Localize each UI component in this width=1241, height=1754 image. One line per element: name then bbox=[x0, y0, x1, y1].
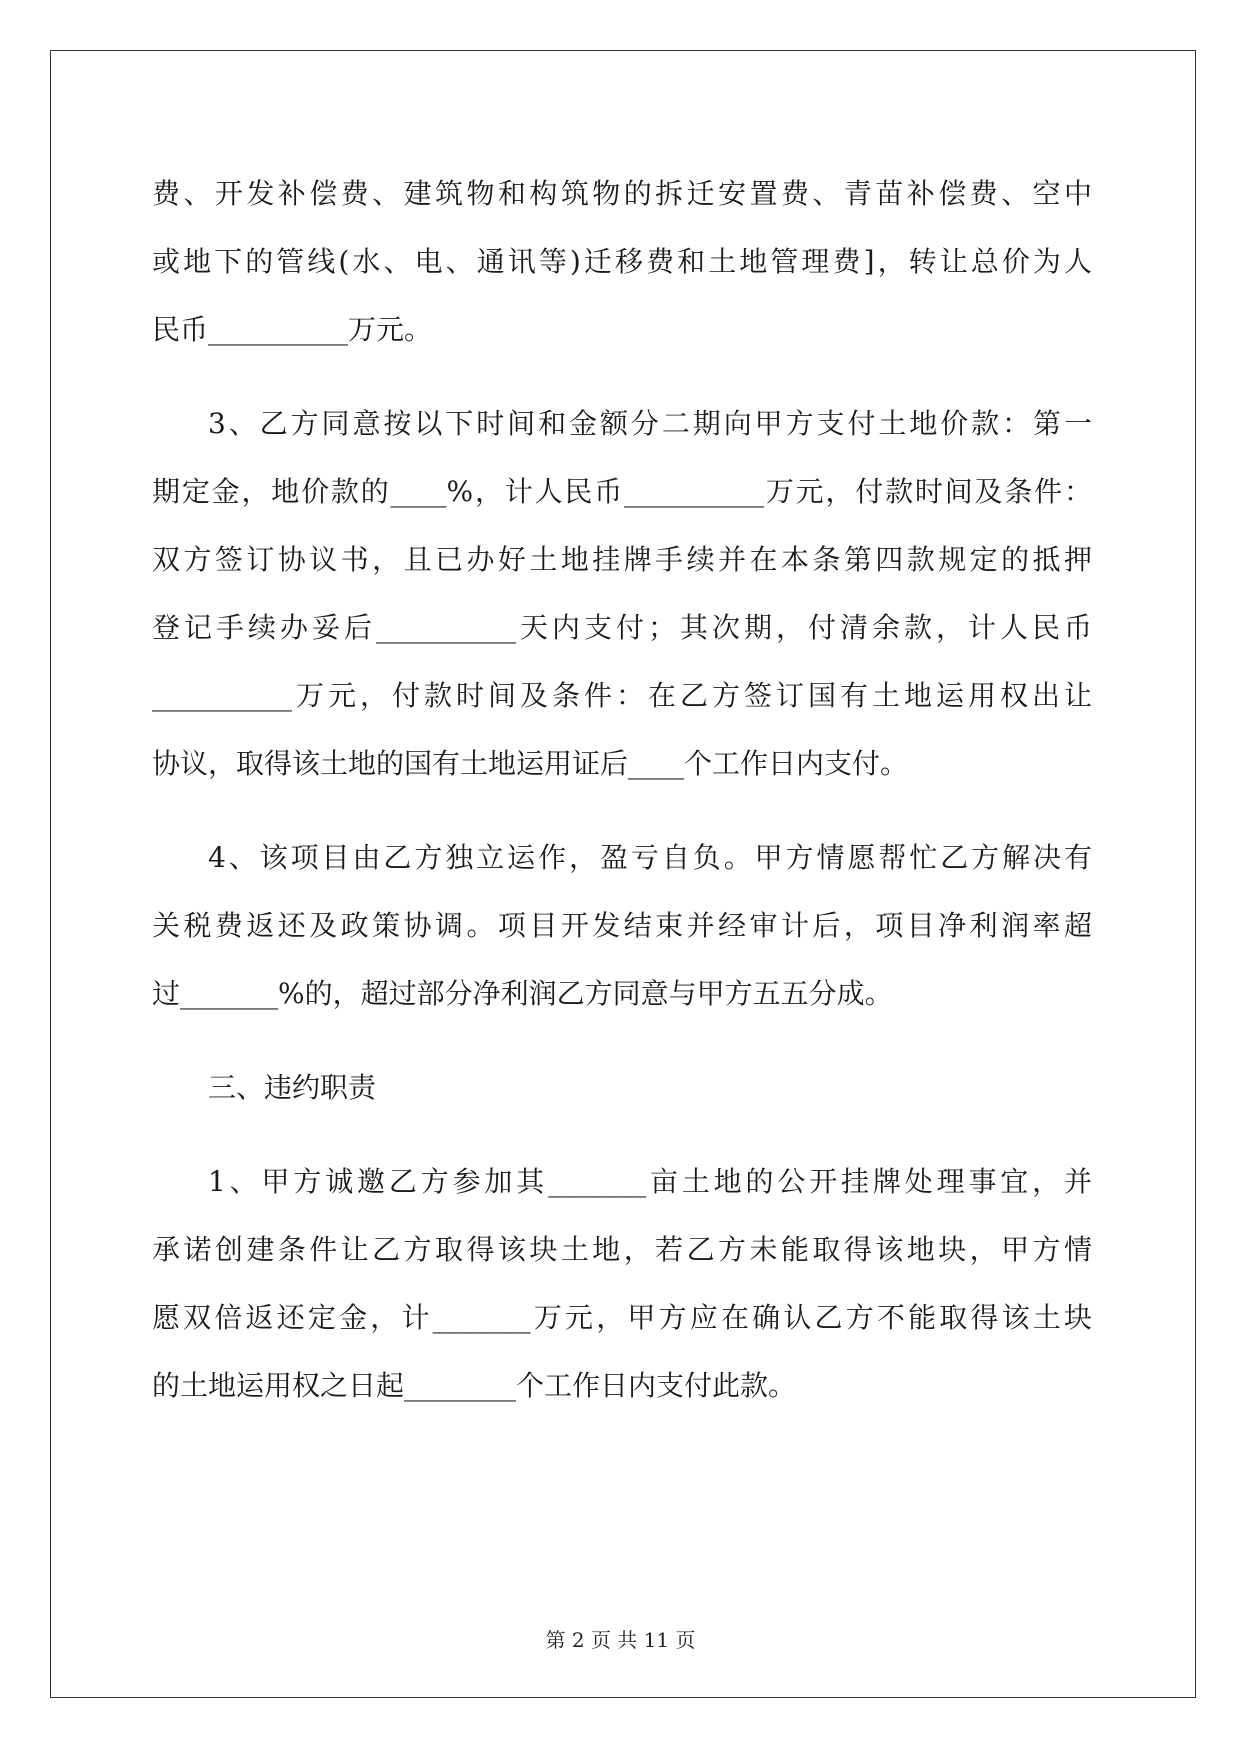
paragraph-gap bbox=[152, 364, 1092, 390]
paragraph-gap bbox=[152, 1028, 1092, 1054]
document-body bbox=[152, 160, 1092, 1420]
text-line: 承诺创建条件让乙方取得该块土地，若乙方未能取得该地块，甲方情 bbox=[152, 1233, 1092, 1266]
text-line: 关税费返还及政策协调。项目开发结束并经审计后，项目净利润率超 bbox=[152, 909, 1092, 942]
text-line: 登记手续办妥后__________天内支付；其次期，付清余款，计人民币 bbox=[152, 611, 1092, 644]
text-line: 期定金，地价款的____%，计人民币__________万元，付款时间及条件： bbox=[152, 475, 1092, 508]
text-line: 愿双倍返还定金，计_______万元，甲方应在确认乙方不能取得该土块 bbox=[152, 1301, 1092, 1334]
text-line: 协议，取得该土地的国有土地运用证后____个工作日内支付。 bbox=[152, 747, 909, 780]
text-line: 1、甲方诚邀乙方参加其_______亩土地的公开挂牌处理事宜，并 bbox=[208, 1165, 1092, 1198]
text-line: 双方签订协议书，且已办好土地挂牌手续并在本条第四款规定的抵押 bbox=[152, 543, 1092, 576]
text-line: 的土地运用权之日起________个工作日内支付此款。 bbox=[152, 1369, 797, 1402]
text-line: 4、该项目由乙方独立运作，盈亏自负。甲方情愿帮忙乙方解决有 bbox=[208, 841, 1092, 874]
text-line: 过_______%的，超过部分净利润乙方同意与甲方五五分成。 bbox=[152, 977, 893, 1010]
text-line: 费、开发补偿费、建筑物和构筑物的拆迁安置费、青苗补偿费、空中 bbox=[152, 177, 1092, 210]
paragraph-gap bbox=[152, 1122, 1092, 1148]
text-line: __________万元，付款时间及条件：在乙方签订国有土地运用权出让 bbox=[152, 679, 1092, 712]
paragraph-gap bbox=[152, 798, 1092, 824]
text-line: 3、乙方同意按以下时间和金额分二期向甲方支付土地价款：第一 bbox=[208, 407, 1092, 440]
text-line: 民币__________万元。 bbox=[152, 313, 433, 346]
text-line: 或地下的管线(水、电、通讯等)迁移费和土地管理费]，转让总价为人 bbox=[152, 245, 1092, 278]
page-number-footer: 第 2 页 共 11 页 bbox=[545, 1628, 696, 1652]
section-heading: 三、违约职责 bbox=[208, 1071, 377, 1104]
